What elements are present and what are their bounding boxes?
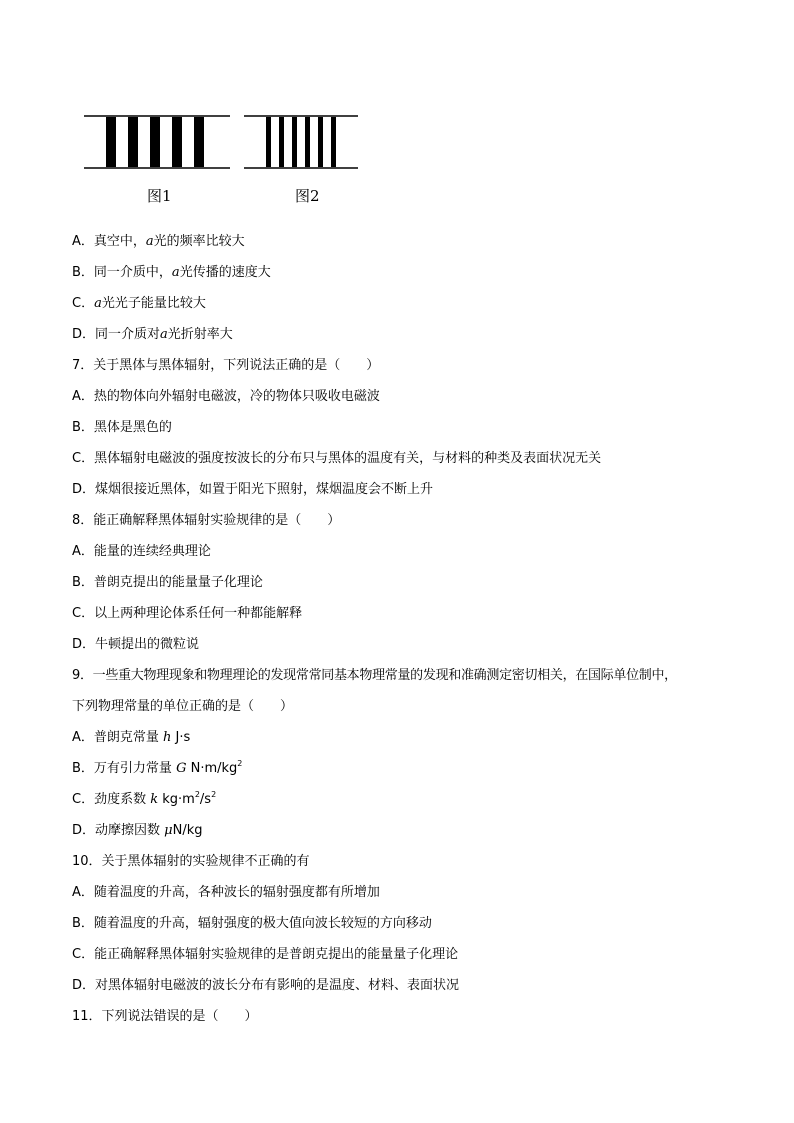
q8-option-c: C．以上两种理论体系任何一种都能解释 bbox=[72, 606, 303, 621]
q7-stem: 7．关于黑体与黑体辐射，下列说法正确的是（ ） bbox=[72, 358, 380, 373]
q9-option-b: B．万有引力常量 G $N\cdot m/kg^2$ bbox=[72, 759, 243, 776]
q8-option-d: D．牛顿提出的微粒说 bbox=[72, 637, 200, 652]
q8-option-b: B．普朗克提出的能量量子化理论 bbox=[72, 575, 263, 590]
q9-option-a: A．普朗克常量 h J·s bbox=[72, 730, 191, 745]
question-text bbox=[72, 226, 752, 1032]
q8-option-a: A．能量的连续经典理论 bbox=[72, 544, 211, 559]
q6-option-b: B．同一介质中，a光传播的速度大 bbox=[72, 265, 271, 280]
q11-stem: 11．下列说法错误的是（ ） bbox=[72, 1009, 258, 1024]
figure-2-fringe-pattern bbox=[244, 115, 358, 175]
figure-2-caption: 图2 bbox=[295, 187, 320, 205]
q9-option-c: C．劲度系数 k $kg\cdot m^2/s^2$ bbox=[72, 790, 217, 807]
q9-stem-line-2: 下列物理常量的单位正确的是（ ） bbox=[72, 699, 294, 714]
q10-option-a: A．随着温度的升高，各种波长的辐射强度都有所增加 bbox=[72, 885, 380, 900]
q7-option-b: B．黑体是黑色的 bbox=[72, 420, 172, 435]
q9-stem-line-1: 9．一些重大物理现象和物理理论的发现常常同基本物理常量的发现和准确测定密切相关，在国际单位制中， bbox=[72, 668, 677, 683]
figure-1-caption: 图1 bbox=[147, 187, 172, 205]
q7-option-a: A．热的物体向外辐射电磁波，冷的物体只吸收电磁波 bbox=[72, 389, 380, 404]
q6-option-d: D．同一介质对a光折射率大 bbox=[72, 327, 233, 342]
figure-2 bbox=[244, 115, 358, 205]
q6-option-c: C．a光光子能量比较大 bbox=[72, 296, 206, 311]
q10-stem: 10．关于黑体辐射的实验规律不正确的有 bbox=[72, 854, 310, 869]
q7-option-c: C．黑体辐射电磁波的强度按波长的分布只与黑体的温度有关，与材料的种类及表面状况无关 bbox=[72, 451, 602, 466]
q9-option-d: D．动摩擦因数 μN/kg bbox=[72, 823, 203, 838]
figure-1-fringe-pattern bbox=[84, 115, 230, 175]
q10-option-b: B．随着温度的升高，辐射强度的极大值向波长较短的方向移动 bbox=[72, 916, 432, 931]
q6-option-a: A．真空中，a光的频率比较大 bbox=[72, 234, 245, 249]
q7-option-d: D．煤烟很接近黑体，如置于阳光下照射，煤烟温度会不断上升 bbox=[72, 482, 434, 497]
interference-figures bbox=[84, 115, 364, 210]
figure-1 bbox=[84, 115, 230, 205]
q8-stem: 8．能正确解释黑体辐射实验规律的是（ ） bbox=[72, 513, 341, 528]
q10-option-d: D．对黑体辐射电磁波的波长分布有影响的是温度、材料、表面状况 bbox=[72, 978, 460, 993]
q10-option-c: C．能正确解释黑体辐射实验规律的是普朗克提出的能量量子化理论 bbox=[72, 947, 459, 962]
